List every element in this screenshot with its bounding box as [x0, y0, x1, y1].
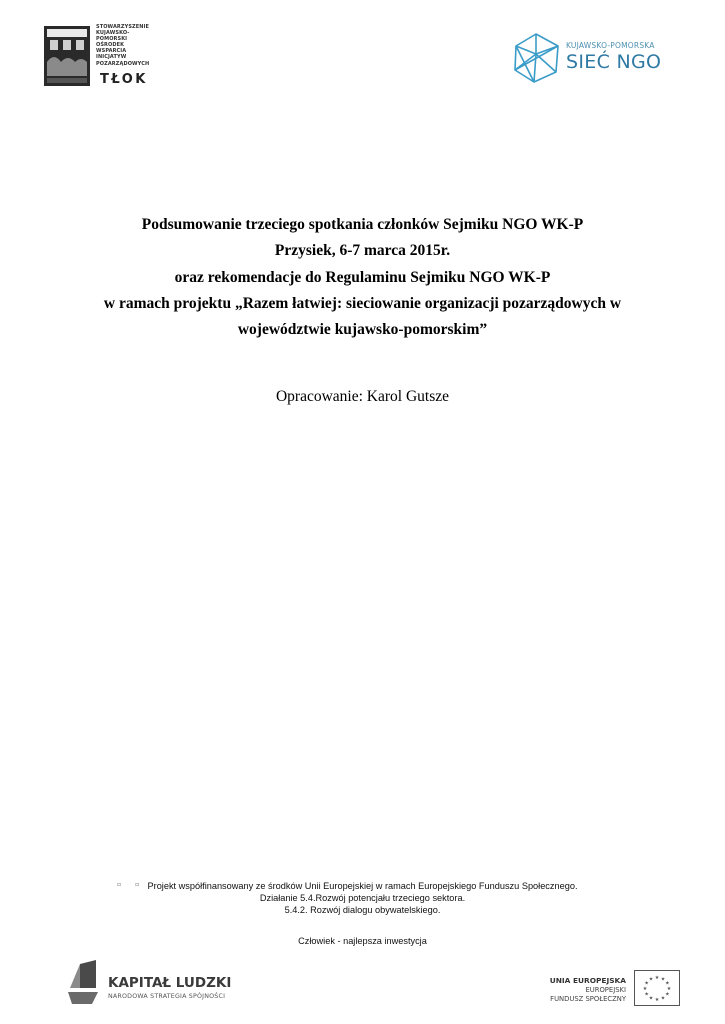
funding-line: Projekt współfinansowany ze środków Unii Europejskiej w ramach Europejskiego Funduszu Społecznego.	[147, 881, 578, 891]
svg-text:★: ★	[666, 986, 672, 992]
svg-text:★: ★	[660, 995, 666, 1002]
document-title	[60, 212, 665, 343]
title-line: Podsumowanie trzeciego spotkania członków Sejmiku NGO WK-P	[141, 216, 584, 233]
tlok-logo	[44, 24, 164, 90]
svg-text:★: ★	[644, 991, 649, 998]
kapital-ludzki-logo	[66, 958, 256, 1008]
tlok-line: STOWARZYSZENIE	[96, 24, 150, 30]
tlok-name: TŁOK	[100, 72, 148, 87]
siec-ngo-logo	[510, 32, 670, 84]
footnote-marker-icon: ▫▫	[117, 881, 154, 888]
funding-notice	[0, 880, 725, 916]
siec-ngo-region: KUJAWSKO-POMORSKA	[566, 41, 655, 50]
title-line: Przysiek, 6-7 marca 2015r.	[274, 242, 451, 260]
kapital-ludzki-emblem-icon	[66, 958, 100, 1006]
svg-text:★: ★	[648, 995, 654, 1002]
title-line: w ramach projektu „Razem łatwiej: sieciowanie organizacji pozarządowych w	[103, 294, 622, 312]
eu-flag-icon	[634, 970, 680, 1006]
funding-line: 5.4.2. Rozwój dialogu obywatelskiego.	[284, 905, 441, 915]
tlok-line: POZARZĄDOWYCH	[96, 60, 150, 67]
kapital-ludzki-subtitle: NARODOWA STRATEGIA SPÓJNOŚCI	[108, 993, 226, 1000]
svg-text:★: ★	[665, 980, 670, 987]
tlok-line: WSPARCIA	[96, 48, 127, 55]
svg-text:★: ★	[660, 976, 666, 983]
tlok-line: KUJAWSKO-	[96, 30, 130, 37]
svg-text:★: ★	[654, 975, 660, 981]
tlok-line: INICJATYW	[96, 54, 127, 61]
funding-line: Działanie 5.4.Rozwój potencjału trzeciego sektora.	[259, 893, 466, 903]
tlok-line: OŚRODEK	[96, 42, 125, 49]
tlok-line: POMORSKI	[96, 36, 128, 43]
svg-text:★: ★	[665, 991, 670, 998]
tlok-emblem-icon	[44, 26, 90, 86]
title-line: województwie kujawsko-pomorskim”	[237, 321, 488, 339]
title-line: oraz rekomendacje do Regulaminu Sejmiku NGO WK-P	[174, 268, 551, 286]
network-polygon-icon	[510, 32, 562, 84]
eu-line: FUNDUSZ SPOŁECZNY	[550, 995, 626, 1003]
eu-logo	[540, 966, 690, 1012]
kapital-ludzki-name: KAPITAŁ LUDZKI	[108, 975, 232, 991]
svg-text:★: ★	[642, 986, 648, 992]
eu-line: EUROPEJSKI	[585, 986, 626, 994]
siec-ngo-name: SIEĆ NGO	[566, 51, 662, 73]
tlok-org-name	[96, 24, 149, 67]
eu-line: UNIA EUROPEJSKA	[549, 976, 626, 985]
svg-text:★: ★	[654, 997, 660, 1003]
eu-text	[550, 976, 626, 1004]
tagline: Człowiek - najlepsza inwestycja	[298, 936, 427, 946]
svg-text:★: ★	[648, 976, 654, 983]
svg-text:★: ★	[644, 980, 649, 987]
author-credit: Opracowanie: Karol Gutsze	[275, 388, 449, 405]
